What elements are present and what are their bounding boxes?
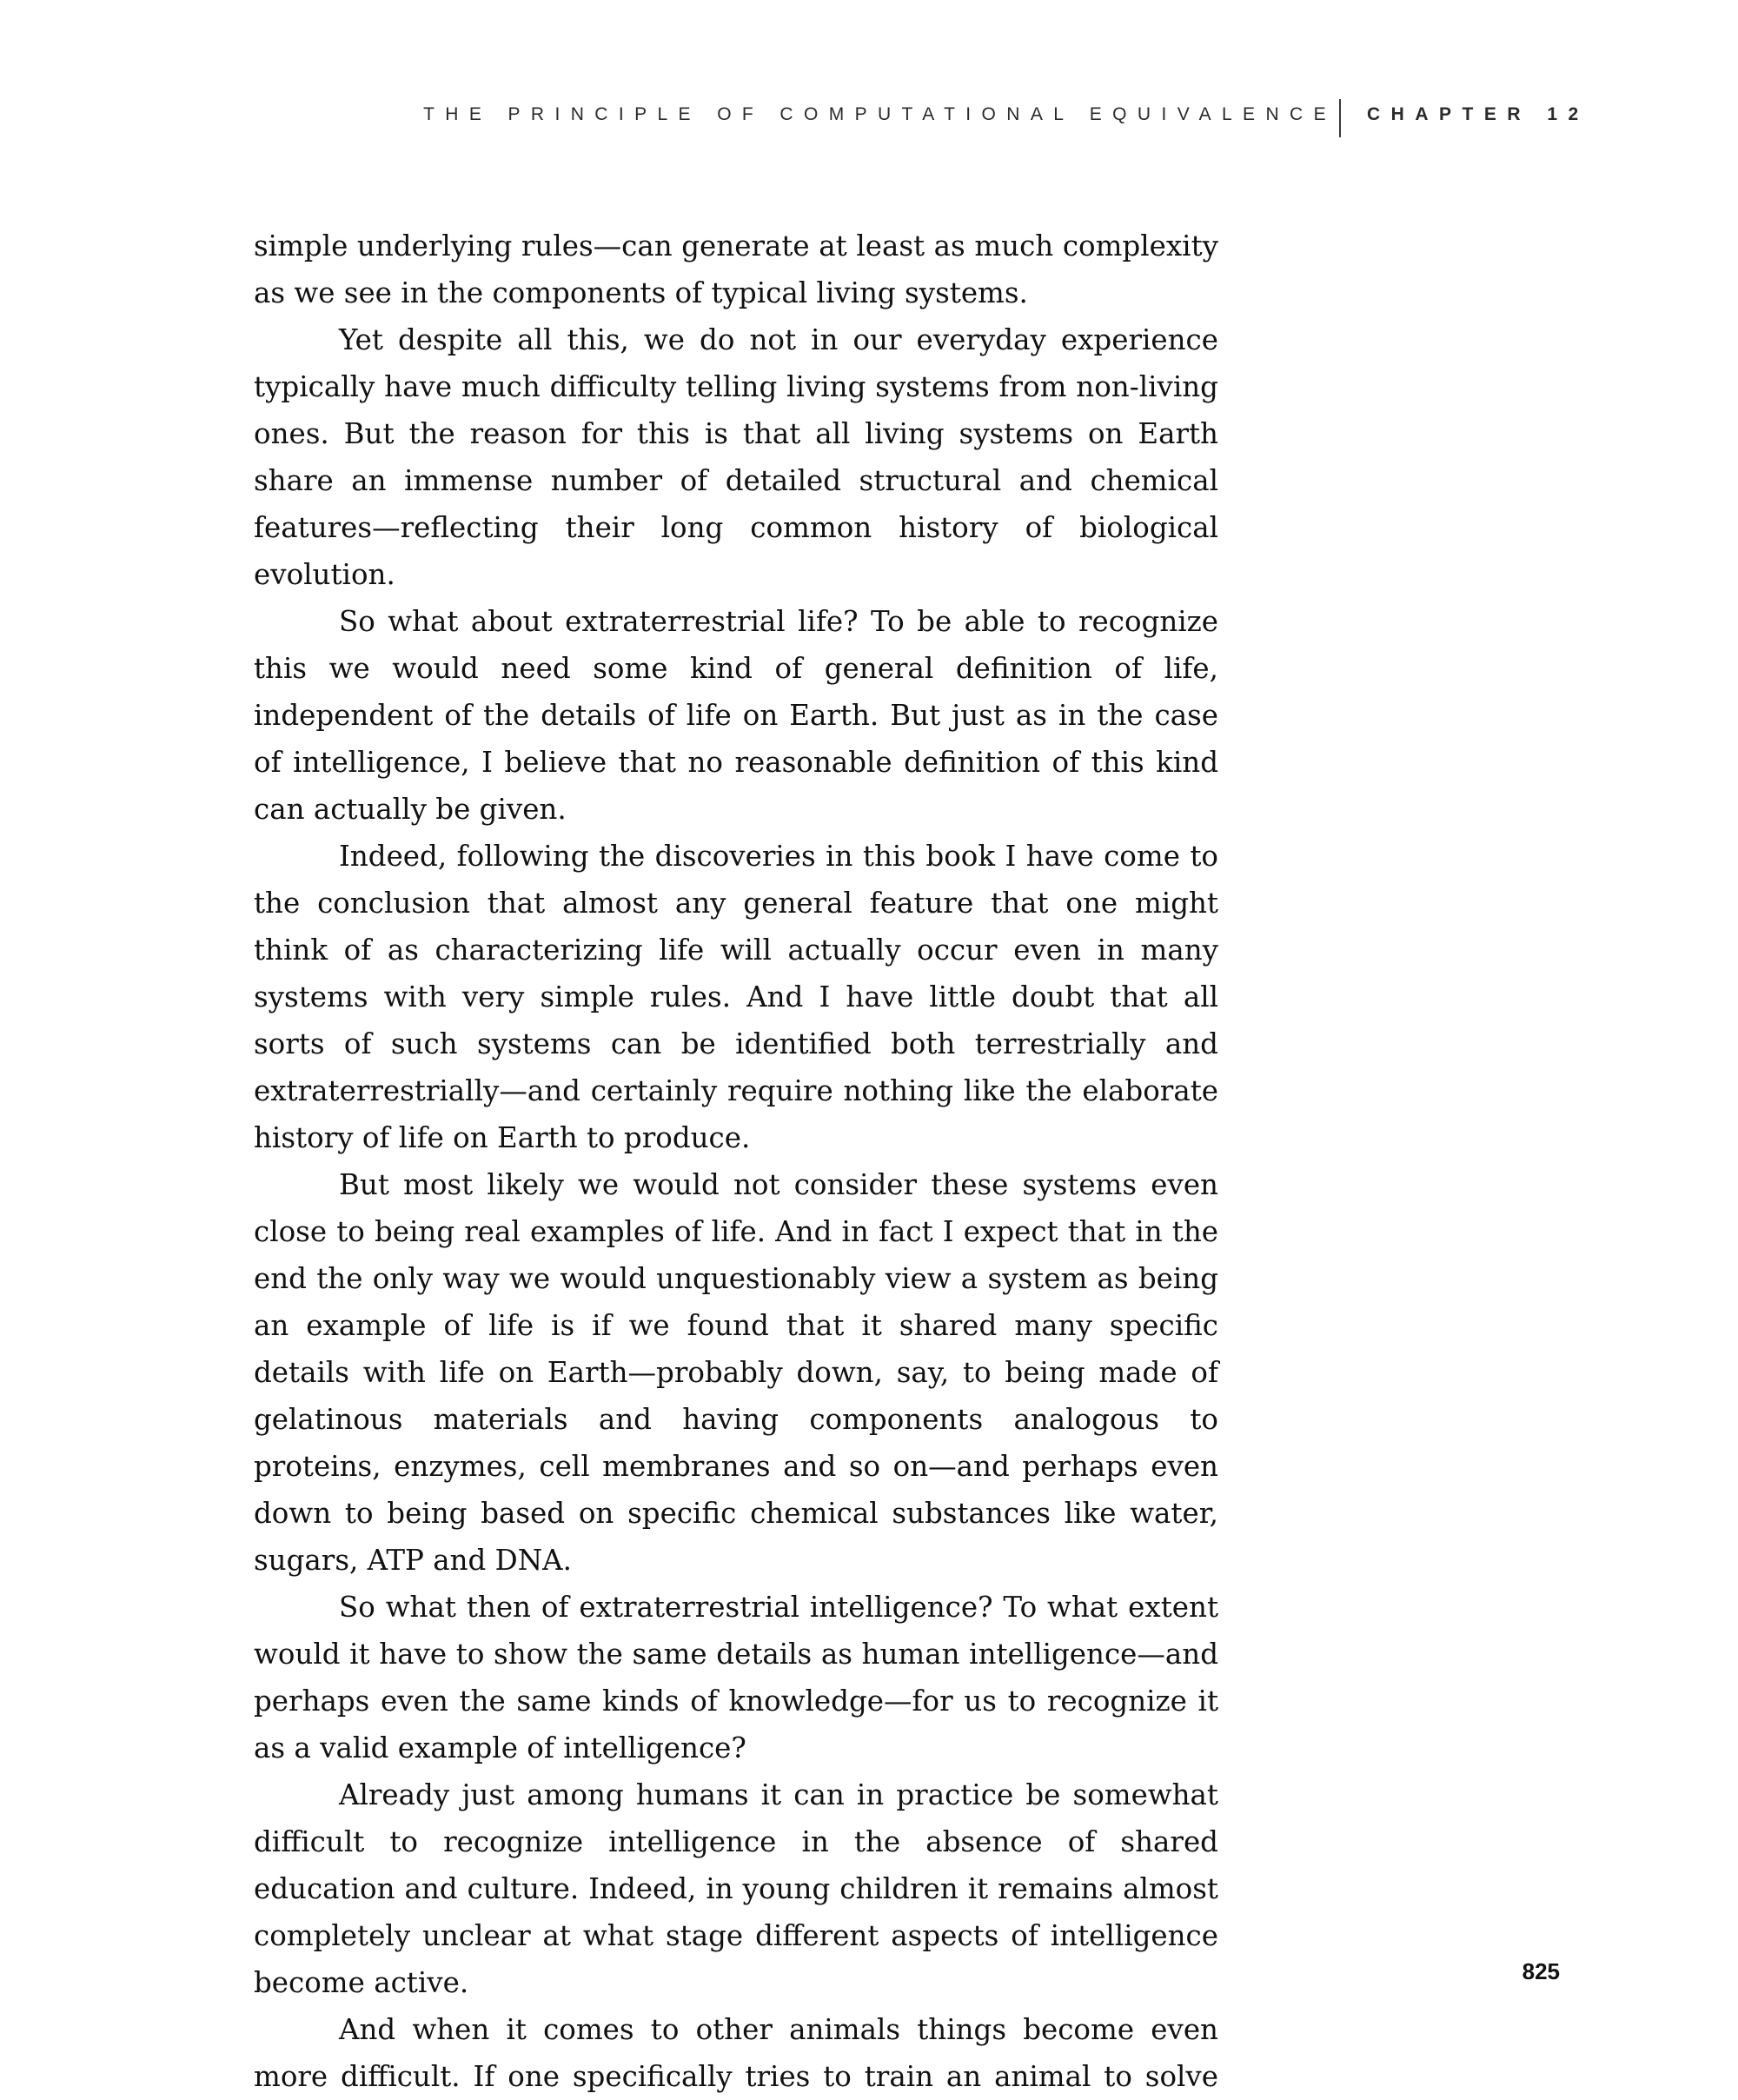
running-head-chapter: CHAPTER 12 [1367,104,1589,124]
running-head [0,101,1589,136]
paragraph-continued: simple underlying rules—can generate at least as much complexity as we see in the components of typical living systems. [254,229,1218,309]
paragraph: Indeed, following the discoveries in this book I have come to the conclusion that almost any general feature that one might think of as characterizing life will actually occur even in many systems with very simple rules. And I have little doubt that all sorts of such systems can be identified both terrestrially and extraterrestrially—and certainly require nothing like the elaborate history of life on Earth to produce. [254,840,1218,1154]
paragraph: Yet despite all this, we do not in our everyday experience typically have much difficulty telling living systems from non-living ones. But the reason for this is that all living systems on Earth share an immense number of detailed structural and chemical features—reflecting their long common history of biological evolution. [254,323,1218,591]
running-head-divider [1339,99,1341,137]
paragraph: So what then of extraterrestrial intelligence? To what extent would it have to show the same details as human intelligence—and perhaps even the same kinds of knowledge—for us to recognize it as a valid example of intelligence? [254,1591,1218,1764]
running-head-book-title: THE PRINCIPLE OF COMPUTATIONAL EQUIVALENCE [423,104,1337,124]
paragraph: So what about extraterrestrial life? To be able to recognize this we would need some kind of general definition of life, independent of the details of life on Earth. But just as in the case of intelligence, I believe that no reasonable definition of this kind can actually be given. [254,605,1218,826]
body-text [254,223,1218,2100]
paragraph: But most likely we would not consider these systems even close to being real examples of life. And in fact I expect that in the end the only way we would unquestionably view a system as being an example of life is if we found that it shared many specific details with life on Earth—probably down, say, to being made of gelatinous materials and having components analogous to proteins, enzymes, cell membranes and so on—and perhaps even down to being based on specific chemical substances like water, sugars, ATP and DNA. [254,1168,1218,1577]
paragraph-continues: And when it comes to other animals things become even more difficult. If one specifically tries to train an animal to solve [254,2013,1218,2093]
paragraph: Already just among humans it can in practice be somewhat difficult to recognize intelligence in the absence of shared education and culture. Indeed, in young children it remains almost completely unclear at what stage different aspects of intelligence become active. [254,1778,1218,1999]
page-number: 825 [1522,1958,1560,1984]
